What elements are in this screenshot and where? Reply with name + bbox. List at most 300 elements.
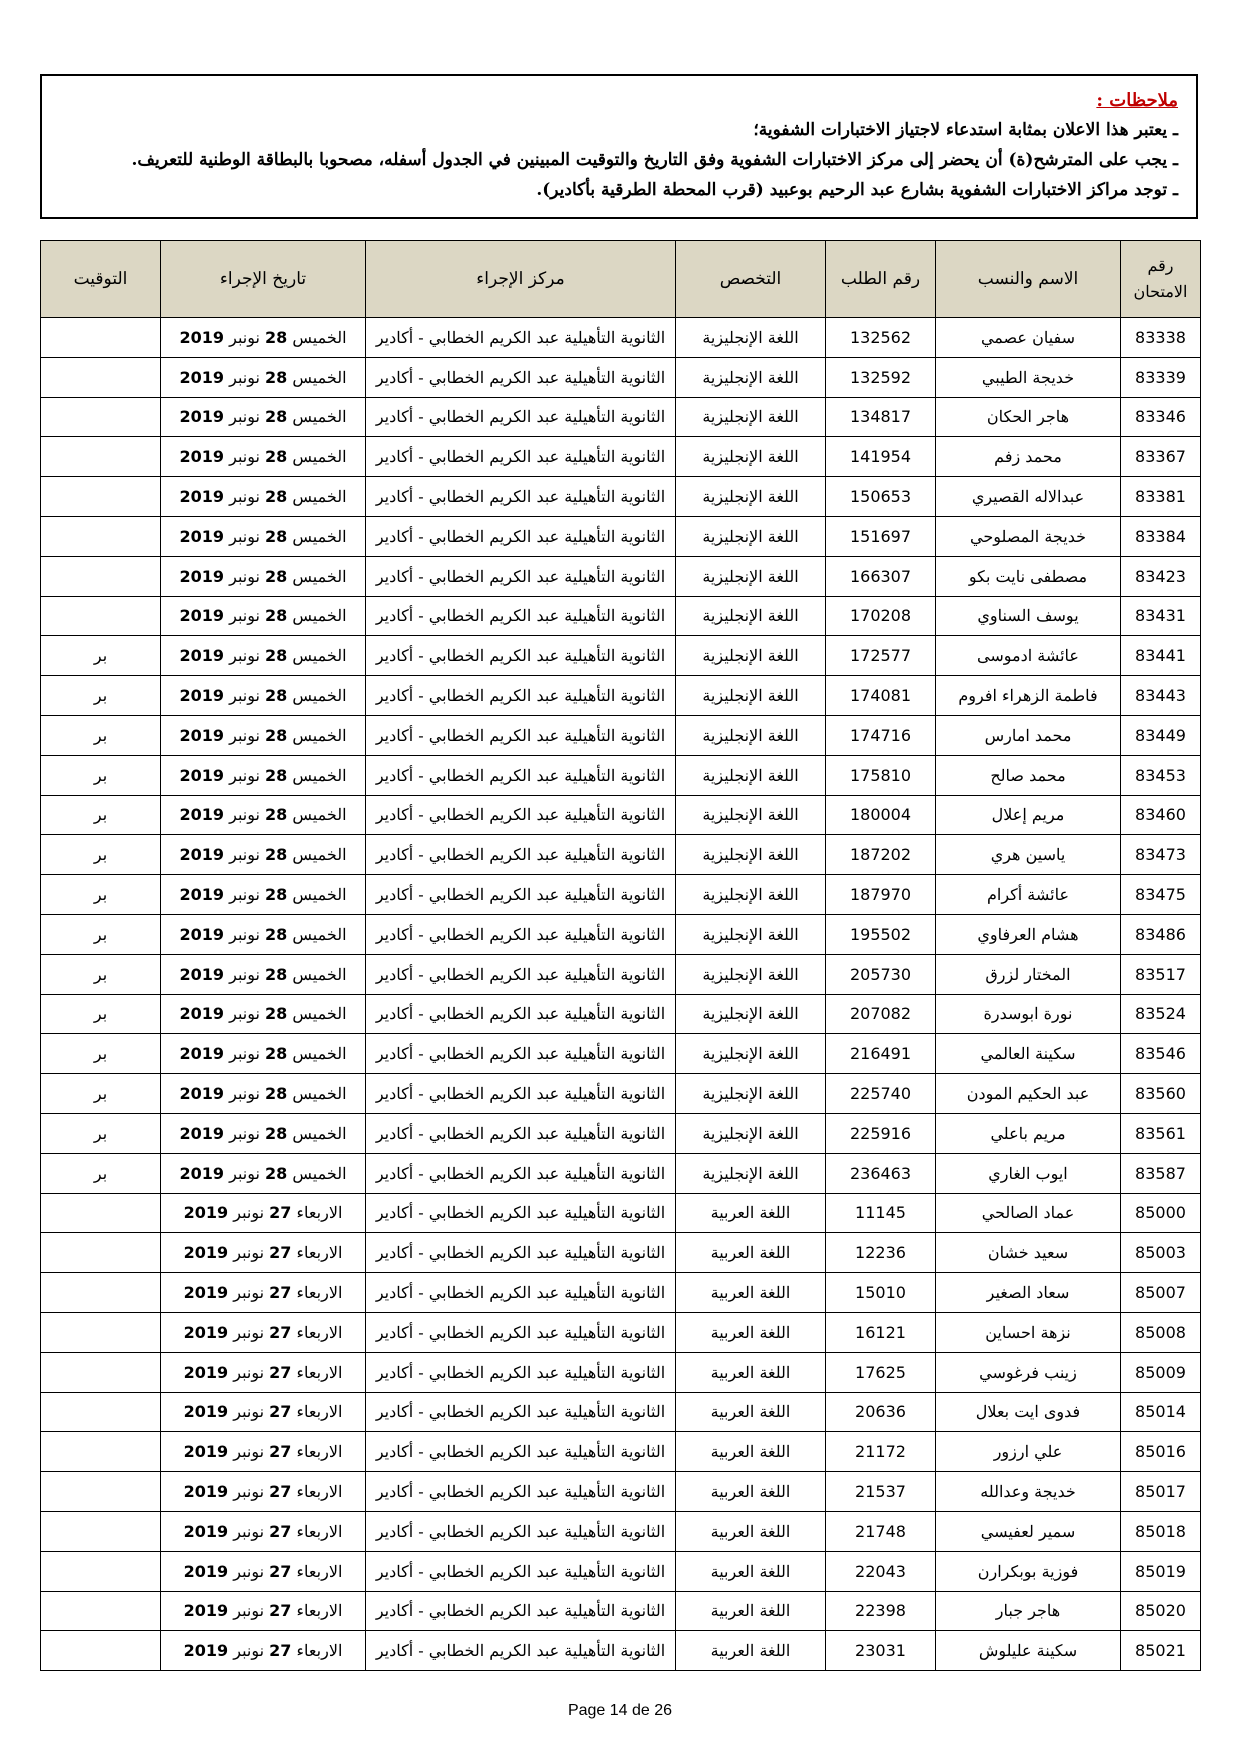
table-row	[41, 1233, 1201, 1273]
table-row	[41, 636, 1201, 676]
date-day-number: 27	[269, 1243, 292, 1263]
table-row	[41, 755, 1201, 795]
cell-exam-center: الثانوية التأهيلية عبد الكريم الخطابي - أكادير	[366, 437, 676, 477]
cell-specialty: اللغة العربية	[676, 1273, 826, 1313]
date-year: 2019	[179, 1123, 225, 1143]
cell-exam-date	[161, 1631, 366, 1671]
cell-time	[41, 1511, 161, 1551]
cell-exam-date	[161, 914, 366, 954]
date-day: الاربعاء	[296, 1402, 343, 1422]
date-month: نونبر	[229, 566, 260, 586]
cell-exam-center: الثانوية التأهيلية عبد الكريم الخطابي - أكادير	[366, 795, 676, 835]
cell-time	[41, 1472, 161, 1512]
date-month: نونبر	[229, 924, 260, 944]
cell-exam-number: 83587	[1121, 1153, 1201, 1193]
date-day-number: 28	[265, 487, 288, 507]
cell-request-number: 180004	[826, 795, 936, 835]
cell-request-number: 21748	[826, 1511, 936, 1551]
cell-request-number: 151697	[826, 516, 936, 556]
cell-specialty: اللغة العربية	[676, 1392, 826, 1432]
cell-exam-number: 83431	[1121, 596, 1201, 636]
cell-time	[41, 318, 161, 358]
table-row	[41, 835, 1201, 875]
date-day-number: 28	[265, 765, 288, 785]
cell-time: بر	[41, 1034, 161, 1074]
date-day: الخميس	[292, 1123, 347, 1143]
table-row	[41, 1153, 1201, 1193]
cell-full-name: مصطفى نايت بكو	[936, 556, 1121, 596]
cell-exam-center: الثانوية التأهيلية عبد الكريم الخطابي - أكادير	[366, 1193, 676, 1233]
cell-time	[41, 437, 161, 477]
cell-request-number: 134817	[826, 397, 936, 437]
date-day: الاربعاء	[296, 1203, 343, 1223]
cell-full-name: نورة ابوسدرة	[936, 994, 1121, 1034]
date-year: 2019	[179, 924, 225, 944]
cell-specialty: اللغة العربية	[676, 1193, 826, 1233]
cell-time	[41, 1432, 161, 1472]
cell-full-name: عماد الصالحي	[936, 1193, 1121, 1233]
date-month: نونبر	[229, 964, 260, 984]
date-day: الخميس	[292, 447, 347, 467]
cell-time: بر	[41, 914, 161, 954]
cell-request-number: 170208	[826, 596, 936, 636]
cell-full-name: عائشة أكرام	[936, 875, 1121, 915]
date-month: نونبر	[233, 1243, 265, 1263]
cell-exam-date	[161, 556, 366, 596]
cell-exam-date	[161, 1312, 366, 1352]
cell-exam-number: 85016	[1121, 1432, 1201, 1472]
cell-time: بر	[41, 1074, 161, 1114]
date-month: نونبر	[229, 1163, 260, 1183]
date-day: الخميس	[292, 964, 347, 984]
table-row	[41, 875, 1201, 915]
date-month: نونبر	[229, 407, 260, 427]
cell-time: بر	[41, 954, 161, 994]
date-month: نونبر	[229, 646, 260, 666]
cell-specialty: اللغة الإنجليزية	[676, 318, 826, 358]
cell-specialty: اللغة الإنجليزية	[676, 1074, 826, 1114]
date-month: نونبر	[233, 1283, 265, 1303]
cell-request-number: 225740	[826, 1074, 936, 1114]
table-row	[41, 397, 1201, 437]
cell-exam-number: 85007	[1121, 1273, 1201, 1313]
cell-full-name: المختار لزرق	[936, 954, 1121, 994]
cell-exam-number: 85000	[1121, 1193, 1201, 1233]
date-month: نونبر	[229, 845, 260, 865]
cell-exam-center: الثانوية التأهيلية عبد الكريم الخطابي - أكادير	[366, 397, 676, 437]
cell-full-name: سعيد خشان	[936, 1233, 1121, 1273]
cell-exam-date	[161, 795, 366, 835]
date-year: 2019	[179, 1004, 225, 1024]
cell-exam-date	[161, 1591, 366, 1631]
date-month: نونبر	[233, 1362, 265, 1382]
date-month: نونبر	[233, 1402, 265, 1422]
cell-request-number: 236463	[826, 1153, 936, 1193]
date-month: نونبر	[233, 1203, 265, 1223]
date-day: الخميس	[292, 1084, 347, 1104]
cell-exam-date	[161, 318, 366, 358]
cell-request-number: 172577	[826, 636, 936, 676]
table-row	[41, 1074, 1201, 1114]
table-row	[41, 1273, 1201, 1313]
cell-time: بر	[41, 636, 161, 676]
date-day: الخميس	[292, 646, 347, 666]
cell-request-number: 187202	[826, 835, 936, 875]
date-month: نونبر	[233, 1601, 265, 1621]
cell-time	[41, 1631, 161, 1671]
cell-request-number: 20636	[826, 1392, 936, 1432]
table-row	[41, 596, 1201, 636]
cell-specialty: اللغة الإنجليزية	[676, 1113, 826, 1153]
cell-specialty: اللغة الإنجليزية	[676, 596, 826, 636]
date-year: 2019	[183, 1641, 229, 1661]
table-row	[41, 1392, 1201, 1432]
date-day-number: 28	[265, 606, 288, 626]
cell-specialty: اللغة الإنجليزية	[676, 516, 826, 556]
cell-exam-number: 83517	[1121, 954, 1201, 994]
cell-time	[41, 1233, 161, 1273]
cell-time	[41, 556, 161, 596]
cell-full-name: محمد امارس	[936, 715, 1121, 755]
cell-full-name: عبدالاله القصيري	[936, 477, 1121, 517]
cell-time: بر	[41, 715, 161, 755]
cell-exam-date	[161, 1352, 366, 1392]
header-exam-number-line2: الامتحان	[1133, 282, 1188, 301]
date-month: نونبر	[229, 606, 260, 626]
table-row	[41, 715, 1201, 755]
cell-specialty: اللغة الإنجليزية	[676, 914, 826, 954]
date-day: الاربعاء	[296, 1521, 343, 1541]
cell-exam-date	[161, 755, 366, 795]
cell-request-number: 17625	[826, 1352, 936, 1392]
cell-request-number: 22043	[826, 1551, 936, 1591]
cell-specialty: اللغة الإنجليزية	[676, 755, 826, 795]
cell-exam-number: 83449	[1121, 715, 1201, 755]
date-year: 2019	[179, 805, 225, 825]
date-year: 2019	[179, 447, 225, 467]
date-year: 2019	[179, 686, 225, 706]
date-year: 2019	[183, 1243, 229, 1263]
cell-exam-number: 83367	[1121, 437, 1201, 477]
cell-request-number: 195502	[826, 914, 936, 954]
date-year: 2019	[179, 765, 225, 785]
table-row	[41, 954, 1201, 994]
cell-exam-date	[161, 954, 366, 994]
date-year: 2019	[179, 487, 225, 507]
cell-full-name: يوسف السناوي	[936, 596, 1121, 636]
cell-specialty: اللغة العربية	[676, 1551, 826, 1591]
cell-exam-number: 83473	[1121, 835, 1201, 875]
date-month: نونبر	[233, 1521, 265, 1541]
cell-time	[41, 1273, 161, 1313]
cell-exam-number: 85003	[1121, 1233, 1201, 1273]
table-row	[41, 357, 1201, 397]
header-specialty: التخصص	[676, 241, 826, 318]
cell-exam-center: الثانوية التأهيلية عبد الكريم الخطابي - أكادير	[366, 596, 676, 636]
cell-full-name: مريم إعلال	[936, 795, 1121, 835]
date-day: الخميس	[292, 327, 347, 347]
date-day: الخميس	[292, 487, 347, 507]
notes-line-1: ـ يعتبر هذا الاعلان بمثابة استدعاء لاجتياز الاختبارات الشفوية؛	[753, 120, 1178, 140]
cell-full-name: سفيان عصمي	[936, 318, 1121, 358]
date-day: الخميس	[292, 606, 347, 626]
date-year: 2019	[179, 725, 225, 745]
cell-exam-date	[161, 994, 366, 1034]
date-year: 2019	[179, 964, 225, 984]
cell-exam-number: 85009	[1121, 1352, 1201, 1392]
table-row	[41, 795, 1201, 835]
cell-specialty: اللغة العربية	[676, 1472, 826, 1512]
cell-request-number: 21537	[826, 1472, 936, 1512]
cell-specialty: اللغة الإنجليزية	[676, 1153, 826, 1193]
date-day-number: 28	[265, 646, 288, 666]
cell-request-number: 166307	[826, 556, 936, 596]
date-day-number: 27	[269, 1283, 292, 1303]
cell-exam-center: الثانوية التأهيلية عبد الكريم الخطابي - أكادير	[366, 1153, 676, 1193]
date-day-number: 27	[269, 1442, 292, 1462]
cell-time: بر	[41, 1113, 161, 1153]
cell-exam-center: الثانوية التأهيلية عبد الكريم الخطابي - أكادير	[366, 1591, 676, 1631]
date-year: 2019	[183, 1322, 229, 1342]
cell-specialty: اللغة العربية	[676, 1631, 826, 1671]
cell-exam-center: الثانوية التأهيلية عبد الكريم الخطابي - أكادير	[366, 715, 676, 755]
table-row	[41, 477, 1201, 517]
cell-full-name: ايوب الغاري	[936, 1153, 1121, 1193]
date-month: نونبر	[233, 1322, 265, 1342]
cell-exam-center: الثانوية التأهيلية عبد الكريم الخطابي - أكادير	[366, 1551, 676, 1591]
cell-exam-number: 83381	[1121, 477, 1201, 517]
cell-exam-date	[161, 875, 366, 915]
date-day: الاربعاء	[296, 1283, 343, 1303]
date-year: 2019	[179, 407, 225, 427]
date-day: الاربعاء	[296, 1243, 343, 1263]
date-day: الاربعاء	[296, 1561, 343, 1581]
cell-exam-date	[161, 1392, 366, 1432]
date-day: الخميس	[292, 367, 347, 387]
cell-request-number: 174716	[826, 715, 936, 755]
cell-full-name: فاطمة الزهراء افروم	[936, 676, 1121, 716]
header-exam-date: تاريخ الإجراء	[161, 241, 366, 318]
cell-exam-number: 85021	[1121, 1631, 1201, 1671]
cell-exam-date	[161, 1551, 366, 1591]
cell-full-name: نزهة احساين	[936, 1312, 1121, 1352]
date-month: نونبر	[229, 1004, 260, 1024]
cell-request-number: 187970	[826, 875, 936, 915]
cell-time: بر	[41, 835, 161, 875]
notes-title: ملاحظات :	[1096, 90, 1178, 111]
cell-exam-center: الثانوية التأهيلية عبد الكريم الخطابي - أكادير	[366, 1233, 676, 1273]
cell-exam-center: الثانوية التأهيلية عبد الكريم الخطابي - أكادير	[366, 755, 676, 795]
date-month: نونبر	[229, 1044, 260, 1064]
cell-request-number: 175810	[826, 755, 936, 795]
cell-time	[41, 397, 161, 437]
cell-full-name: عائشة ادموسى	[936, 636, 1121, 676]
date-day: الخميس	[292, 1044, 347, 1064]
cell-time	[41, 1352, 161, 1392]
date-day-number: 28	[265, 1123, 288, 1143]
date-month: نونبر	[229, 487, 260, 507]
cell-time	[41, 1551, 161, 1591]
cell-exam-number: 83384	[1121, 516, 1201, 556]
cell-specialty: اللغة العربية	[676, 1352, 826, 1392]
cell-full-name: مريم باعلي	[936, 1113, 1121, 1153]
cell-time: بر	[41, 875, 161, 915]
date-month: نونبر	[233, 1641, 265, 1661]
cell-exam-center: الثانوية التأهيلية عبد الكريم الخطابي - أكادير	[366, 636, 676, 676]
date-day: الاربعاء	[296, 1641, 343, 1661]
date-year: 2019	[183, 1521, 229, 1541]
cell-full-name: سعاد الصغير	[936, 1273, 1121, 1313]
cell-specialty: اللغة الإنجليزية	[676, 397, 826, 437]
date-day: الاربعاء	[296, 1362, 343, 1382]
cell-exam-number: 83443	[1121, 676, 1201, 716]
date-day: الخميس	[292, 1163, 347, 1183]
table-row	[41, 1432, 1201, 1472]
cell-full-name: زينب فرغوسي	[936, 1352, 1121, 1392]
date-day: الخميس	[292, 885, 347, 905]
cell-exam-number: 85014	[1121, 1392, 1201, 1432]
cell-full-name: سكينة العالمي	[936, 1034, 1121, 1074]
cell-exam-number: 83460	[1121, 795, 1201, 835]
cell-full-name: سمير لعفيسي	[936, 1511, 1121, 1551]
date-year: 2019	[183, 1283, 229, 1303]
header-time: التوقيت	[41, 241, 161, 318]
cell-exam-number: 83346	[1121, 397, 1201, 437]
notes-line-2: ـ يجب على المترشح(ة) أن يحضر إلى مركز الاختبارات الشفوية وفق التاريخ والتوقيت المبينين في الجدول أسفله، مصحوبا بالبطاقة الوطنية للتعريف.	[131, 150, 1178, 170]
cell-time	[41, 477, 161, 517]
date-year: 2019	[179, 526, 225, 546]
cell-exam-date	[161, 516, 366, 556]
date-day-number: 28	[265, 725, 288, 745]
cell-exam-number: 85018	[1121, 1511, 1201, 1551]
date-day-number: 28	[265, 845, 288, 865]
cell-request-number: 132562	[826, 318, 936, 358]
date-year: 2019	[183, 1362, 229, 1382]
cell-exam-date	[161, 676, 366, 716]
date-day-number: 28	[265, 805, 288, 825]
date-day-number: 27	[269, 1561, 292, 1581]
page-footer: Page 14 de 26	[567, 1702, 673, 1719]
cell-exam-date	[161, 1273, 366, 1313]
cell-exam-center: الثانوية التأهيلية عبد الكريم الخطابي - أكادير	[366, 1392, 676, 1432]
cell-exam-center: الثانوية التأهيلية عبد الكريم الخطابي - أكادير	[366, 1352, 676, 1392]
cell-specialty: اللغة العربية	[676, 1591, 826, 1631]
date-day-number: 28	[265, 1163, 288, 1183]
cell-specialty: اللغة الإنجليزية	[676, 1034, 826, 1074]
cell-exam-date	[161, 1074, 366, 1114]
cell-specialty: اللغة العربية	[676, 1511, 826, 1551]
cell-request-number: 11145	[826, 1193, 936, 1233]
date-day: الخميس	[292, 805, 347, 825]
date-year: 2019	[179, 1084, 225, 1104]
cell-exam-number: 83338	[1121, 318, 1201, 358]
cell-exam-center: الثانوية التأهيلية عبد الكريم الخطابي - أكادير	[366, 477, 676, 517]
date-year: 2019	[179, 327, 225, 347]
date-day: الخميس	[292, 765, 347, 785]
cell-time	[41, 1312, 161, 1352]
date-day: الخميس	[292, 407, 347, 427]
date-month: نونبر	[229, 526, 260, 546]
table-row	[41, 1631, 1201, 1671]
cell-specialty: اللغة الإنجليزية	[676, 477, 826, 517]
cell-time	[41, 357, 161, 397]
date-day: الاربعاء	[296, 1442, 343, 1462]
notes-box	[40, 74, 1198, 219]
date-month: نونبر	[229, 686, 260, 706]
cell-exam-number: 83546	[1121, 1034, 1201, 1074]
cell-full-name: فوزية بوبكرارن	[936, 1551, 1121, 1591]
cell-time: بر	[41, 795, 161, 835]
header-request-number: رقم الطلب	[826, 241, 936, 318]
cell-specialty: اللغة الإنجليزية	[676, 994, 826, 1034]
cell-specialty: اللغة الإنجليزية	[676, 357, 826, 397]
date-year: 2019	[183, 1402, 229, 1422]
date-day-number: 27	[269, 1521, 292, 1541]
cell-request-number: 16121	[826, 1312, 936, 1352]
date-month: نونبر	[233, 1482, 265, 1501]
date-year: 2019	[183, 1601, 229, 1621]
cell-full-name: خديجة الطيبي	[936, 357, 1121, 397]
cell-exam-center: الثانوية التأهيلية عبد الكريم الخطابي - أكادير	[366, 1511, 676, 1551]
date-day-number: 28	[265, 447, 288, 467]
cell-exam-center: الثانوية التأهيلية عبد الكريم الخطابي - أكادير	[366, 914, 676, 954]
cell-exam-number: 83524	[1121, 994, 1201, 1034]
date-day-number: 28	[265, 964, 288, 984]
cell-full-name: محمد صالح	[936, 755, 1121, 795]
cell-exam-number: 83560	[1121, 1074, 1201, 1114]
date-year: 2019	[179, 1163, 225, 1183]
cell-specialty: اللغة الإنجليزية	[676, 795, 826, 835]
date-month: نونبر	[229, 1084, 260, 1104]
date-year: 2019	[179, 566, 225, 586]
cell-request-number: 141954	[826, 437, 936, 477]
date-year: 2019	[179, 845, 225, 865]
cell-exam-date	[161, 1233, 366, 1273]
table-row	[41, 1113, 1201, 1153]
cell-specialty: اللغة الإنجليزية	[676, 676, 826, 716]
table-row	[41, 1352, 1201, 1392]
cell-full-name: عبد الحكيم المودن	[936, 1074, 1121, 1114]
date-month: نونبر	[229, 447, 260, 467]
cell-exam-center: الثانوية التأهيلية عبد الكريم الخطابي - أكادير	[366, 1472, 676, 1512]
date-year: 2019	[183, 1561, 229, 1581]
cell-exam-center: الثانوية التأهيلية عبد الكريم الخطابي - أكادير	[366, 1432, 676, 1472]
cell-full-name: محمد زفم	[936, 437, 1121, 477]
cell-time	[41, 1193, 161, 1233]
date-month: نونبر	[233, 1561, 265, 1581]
cell-exam-center: الثانوية التأهيلية عبد الكريم الخطابي - أكادير	[366, 516, 676, 556]
cell-request-number: 23031	[826, 1631, 936, 1671]
date-day: الخميس	[292, 1004, 347, 1024]
cell-exam-center: الثانوية التأهيلية عبد الكريم الخطابي - أكادير	[366, 1113, 676, 1153]
cell-exam-date	[161, 715, 366, 755]
cell-exam-center: الثانوية التأهيلية عبد الكريم الخطابي - أكادير	[366, 875, 676, 915]
table-row	[41, 1591, 1201, 1631]
date-year: 2019	[179, 646, 225, 666]
date-day-number: 27	[269, 1641, 292, 1661]
cell-exam-center: الثانوية التأهيلية عبد الكريم الخطابي - أكادير	[366, 1631, 676, 1671]
candidates-table	[40, 240, 1201, 1671]
header-exam-number-line1: رقم	[1147, 256, 1174, 275]
cell-exam-number: 83561	[1121, 1113, 1201, 1153]
cell-full-name: خديجة المصلوحي	[936, 516, 1121, 556]
cell-exam-date	[161, 357, 366, 397]
date-day-number: 28	[265, 885, 288, 905]
table-row	[41, 1551, 1201, 1591]
date-day: الخميس	[292, 725, 347, 745]
date-day-number: 27	[269, 1402, 292, 1422]
cell-exam-number: 83453	[1121, 755, 1201, 795]
